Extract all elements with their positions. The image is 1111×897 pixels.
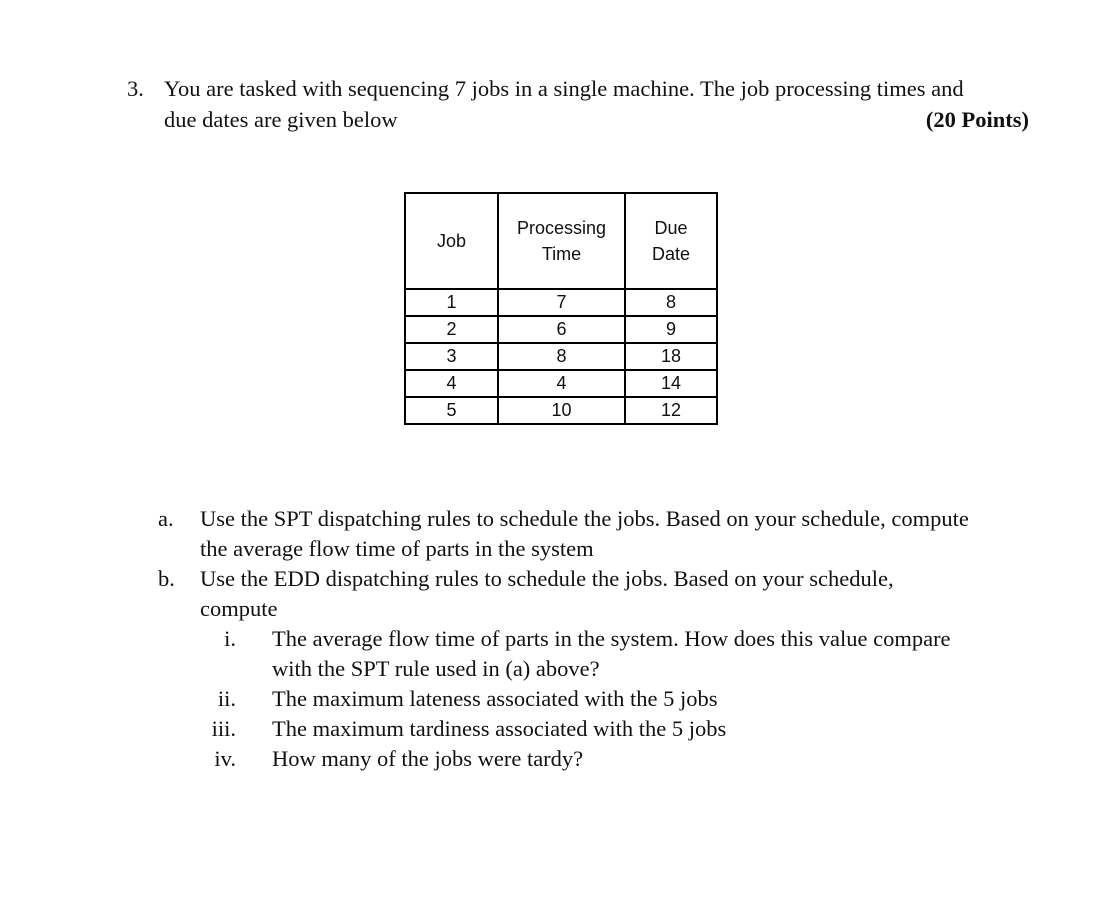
cell-job: 3 — [405, 343, 498, 370]
table-row — [405, 397, 717, 424]
header-due-date — [625, 193, 717, 289]
part-b-line1: Use the EDD dispatching rules to schedule the jobs. Based on your schedule, — [200, 566, 894, 591]
job-table — [404, 192, 718, 425]
header-due-line2: Date — [651, 244, 691, 264]
part-b-iii-text: The maximum tardiness associated with the 5 jobs — [272, 716, 727, 741]
table-row — [405, 316, 717, 343]
part-a — [158, 504, 1038, 564]
part-b-iv — [158, 744, 1038, 774]
cell-job: 4 — [405, 370, 498, 397]
cell-due: 8 — [625, 289, 717, 316]
part-b-iv-text: How many of the jobs were tardy? — [272, 746, 584, 771]
header-processing-time — [498, 193, 625, 289]
table-row — [405, 370, 717, 397]
cell-job: 2 — [405, 316, 498, 343]
part-b-iii — [158, 714, 1038, 744]
part-b-ii-label: ii. — [217, 686, 236, 711]
question-text-line2: due dates are given below — [164, 107, 398, 132]
part-b-i-line2: with the SPT rule used in (a) above? — [272, 656, 600, 681]
part-b-i — [158, 624, 1038, 684]
cell-job: 5 — [405, 397, 498, 424]
cell-due: 12 — [625, 397, 717, 424]
table-row — [405, 343, 717, 370]
question-line-2 — [127, 104, 1029, 135]
header-job-label: Job — [436, 231, 467, 251]
cell-processing: 4 — [498, 370, 625, 397]
part-b-ii-text: The maximum lateness associated with the 5 jobs — [272, 686, 718, 711]
question-line-1 — [127, 73, 1029, 104]
part-b-iv-label: iv. — [214, 746, 236, 771]
question-number: 3. — [127, 76, 144, 101]
cell-processing: 8 — [498, 343, 625, 370]
cell-processing: 10 — [498, 397, 625, 424]
part-b-i-label: i. — [224, 626, 236, 651]
question-3 — [127, 73, 1029, 135]
cell-due: 18 — [625, 343, 717, 370]
part-b-line2: compute — [200, 596, 278, 621]
table-header-row — [405, 193, 717, 289]
part-b-i-line1: The average flow time of parts in the system. How does this value compare — [272, 626, 951, 651]
cell-due: 14 — [625, 370, 717, 397]
header-due-line1: Due — [654, 218, 688, 238]
question-text-line1: You are tasked with sequencing 7 jobs in a single machine. The job processing times and — [164, 76, 964, 101]
header-processing-line2: Time — [541, 244, 582, 264]
cell-job: 1 — [405, 289, 498, 316]
header-job — [405, 193, 498, 289]
cell-due: 9 — [625, 316, 717, 343]
cell-processing: 6 — [498, 316, 625, 343]
sub-questions — [158, 504, 1038, 774]
cell-processing: 7 — [498, 289, 625, 316]
header-processing-line1: Processing — [516, 218, 607, 238]
part-b — [158, 564, 1038, 624]
part-a-label: a. — [158, 506, 174, 531]
part-b-ii — [158, 684, 1038, 714]
part-b-label: b. — [158, 566, 175, 591]
points-label: (20 Points) — [925, 107, 1029, 132]
part-a-line1: Use the SPT dispatching rules to schedule the jobs. Based on your schedule, compute — [200, 506, 969, 531]
part-a-line2: the average flow time of parts in the system — [200, 536, 594, 561]
part-b-iii-label: iii. — [211, 716, 236, 741]
table-row — [405, 289, 717, 316]
